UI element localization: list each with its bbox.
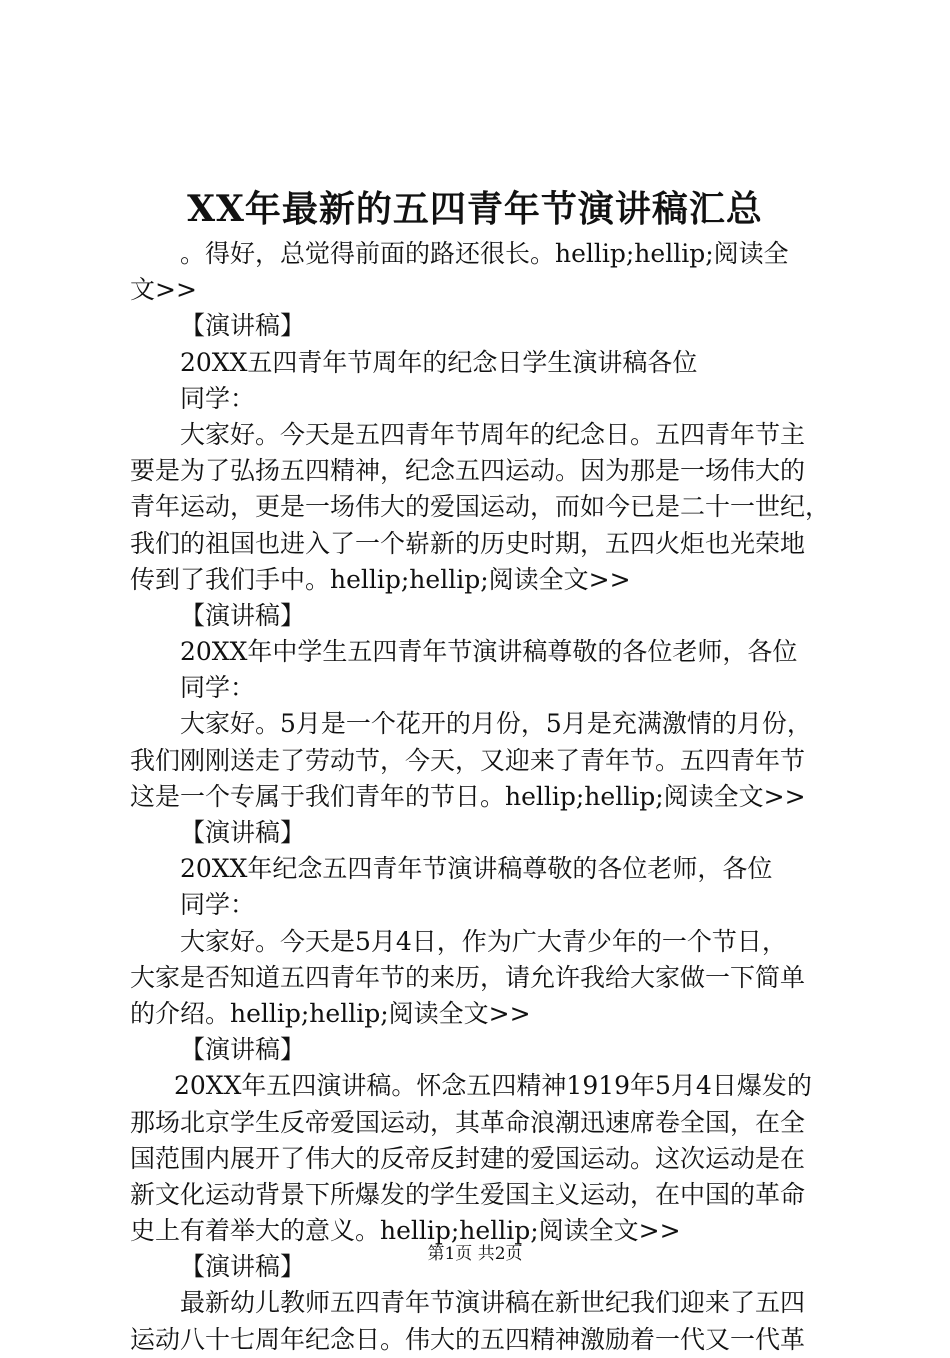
- text-line: 文>>: [130, 275, 197, 305]
- text-line: 传到了我们手中。hellip;hellip;阅读全文>>: [130, 564, 631, 594]
- text-line: 大家好。今天是5月4日，作为广大青少年的一个节日，: [180, 926, 787, 956]
- text-line: 新文化运动背景下所爆发的学生爱国主义运动，在中国的革命: [130, 1179, 806, 1209]
- text-line: 同学：: [180, 673, 256, 703]
- text-line: 那场北京学生反帝爱国运动，其革命浪潮迅速席卷全国，在全: [130, 1107, 806, 1137]
- section-heading: 【演讲稿】: [180, 600, 306, 630]
- text-line: 20XX年纪念五四青年节演讲稿尊敬的各位老师，各位: [180, 854, 773, 884]
- document-title: XX年最新的五四青年节演讲稿汇总: [187, 188, 763, 230]
- text-line: 。得好，总觉得前面的路还很长。hellip;hellip;阅读全: [180, 239, 789, 268]
- text-line: 这是一个专属于我们青年的节日。hellip;hellip;阅读全文>>: [130, 781, 806, 811]
- text-line: 大家好。今天是五四青年节周年的纪念日。五四青年节主: [180, 419, 806, 449]
- text-line: 大家是否知道五四青年节的来历，请允许我给大家做一下简单: [130, 962, 806, 992]
- text-line: 史上有着举大的意义。hellip;hellip;阅读全文>>: [130, 1216, 681, 1246]
- text-line: 我们的祖国也进入了一个崭新的历史时期，五四火炬也光荣地: [130, 528, 806, 558]
- text-line: 同学：: [180, 890, 256, 920]
- text-line: 20XX年五四演讲稿。怀念五四精神1919年5月4日爆发的: [174, 1071, 812, 1101]
- text-line: 同学：: [180, 383, 256, 413]
- page-number: 第1页 共2页: [427, 1244, 523, 1264]
- section-heading: 【演讲稿】: [180, 1252, 306, 1282]
- section-heading: 【演讲稿】: [180, 818, 306, 847]
- section-heading: 【演讲稿】: [180, 1035, 306, 1065]
- text-line: 大家好。5月是一个花开的月份，5月是充满激情的月份，: [180, 709, 812, 739]
- document-body: [130, 236, 832, 1358]
- text-line: 国范围内展开了伟大的反帝反封建的爱国运动。这次运动是在: [130, 1143, 806, 1173]
- text-line: 的介绍。hellip;hellip;阅读全文>>: [130, 998, 531, 1028]
- text-line: 我们刚刚送走了劳动节，今天，又迎来了青年节。五四青年节: [130, 745, 806, 775]
- text-line: 运动八十七周年纪念日。伟大的五四精神激励着一代又一代革: [130, 1324, 806, 1354]
- section-heading: 【演讲稿】: [180, 311, 306, 341]
- text-line: 要是为了弘扬五四精神，纪念五四运动。因为那是一场伟大的: [130, 456, 806, 486]
- text-line: 青年运动，更是一场伟大的爱国运动，而如今已是二十一世纪，: [130, 492, 831, 522]
- text-line: 最新幼儿教师五四青年节演讲稿在新世纪我们迎来了五四: [180, 1288, 806, 1318]
- text-line: 20XX年中学生五四青年节演讲稿尊敬的各位老师，各位: [180, 637, 798, 667]
- text-line: 20XX五四青年节周年的纪念日学生演讲稿各位: [180, 347, 698, 377]
